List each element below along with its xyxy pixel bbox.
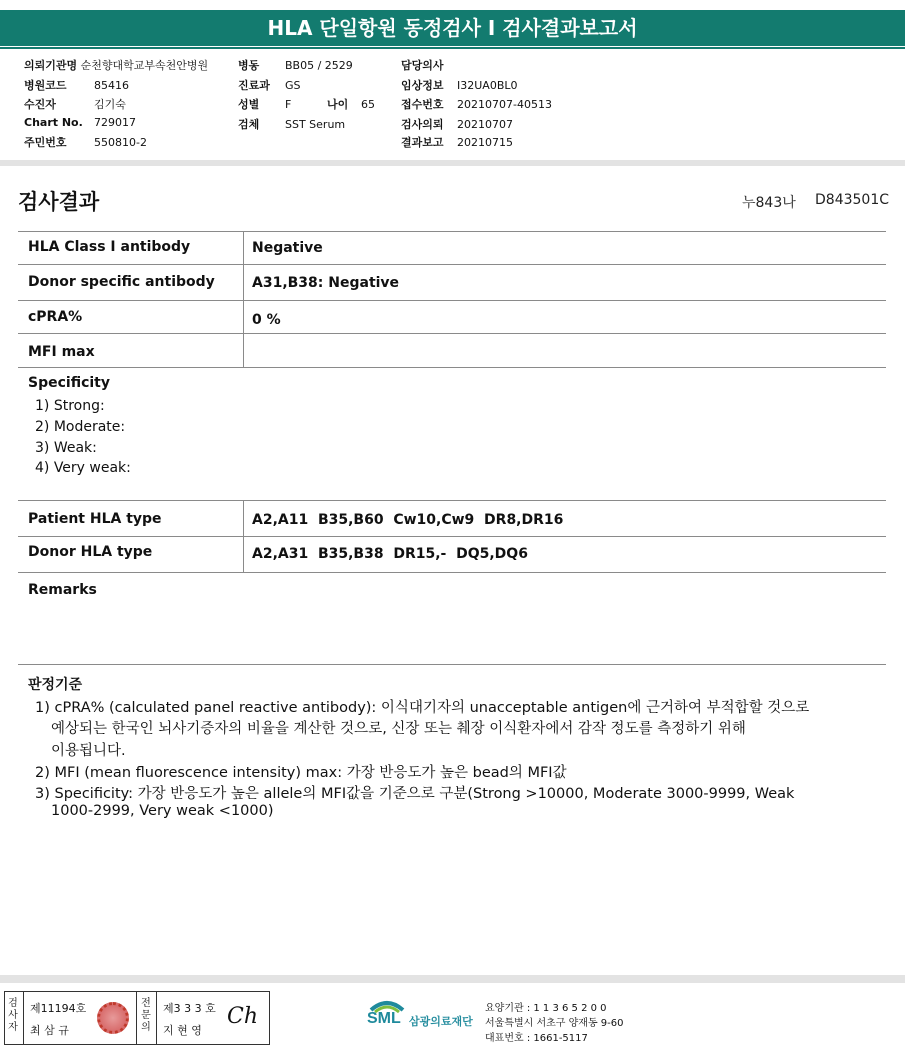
header-field-sex: 성별 F [238,98,292,111]
report-title: HLA 단일항원 동정검사 I 검사결과보고서 [0,10,905,46]
criteria-title: 판정기준 [28,677,83,693]
sml-logo [367,996,473,1042]
header-field-hospital-code: 병원코드 85416 [24,79,129,92]
table-line [18,264,886,265]
remarks-label: Remarks [28,582,97,598]
examiner-license: 제11194호 [30,1002,87,1015]
specificity-item: 3) Weak: [35,440,97,456]
examiner-vertical-label: 검 사 자 [8,998,18,1033]
table-column-divider [243,500,244,572]
signature: Ch [227,1004,259,1029]
criteria-line: 1000-2999, Very weak <1000) [51,803,274,819]
result-label-mfi-max: MFI max [28,344,95,360]
specificity-label: Specificity [28,375,110,391]
criteria-line: 3) Specificity: 가장 반응도가 높은 allele의 MFI값을 기준으로 구분(Strong >10000, Moderate 3000-9999, Weak [35,786,795,802]
header-field-patient: 수진자 김기숙 [24,98,126,111]
signbox-divider [136,992,137,1044]
result-label-dsa: Donor specific antibody [28,274,215,290]
signature-box [4,991,270,1045]
criteria-line: 2) MFI (mean fluorescence intensity) max: 가장 반응도가 높은 bead의 MFI값 [35,765,567,781]
result-value-dsa: A31,B38: Negative [252,275,400,291]
code-1: 누843나 [742,195,796,211]
examiner-name: 최 삼 규 [30,1024,69,1037]
title-divider [0,47,905,49]
header-field-requester: 의뢰기관명 순천향대학교부속천안병원 [24,59,209,72]
header-divider [0,160,905,166]
code-2: D843501C [815,192,889,208]
table-line [18,536,886,537]
specificity-item: 1) Strong: [35,398,105,414]
org-info-line: 서울특별시 서초구 양재동 9-60 [485,1018,624,1029]
footer-divider [0,975,905,983]
header-field-chart-no: Chart No. 729017 [24,116,136,129]
header-field-receipt-no: 접수번호 20210707-40513 [401,98,552,111]
table-line [18,300,886,301]
header-field-request-date: 검사의뢰 20210707 [401,118,513,131]
table-column-divider [243,231,244,367]
header-field-age: 나이 65 [327,98,375,111]
specialist-vertical-label: 전 문 의 [141,998,151,1033]
table-line [18,572,886,573]
table-line [18,367,886,368]
specificity-item: 4) Very weak: [35,460,131,476]
specialist-license: 제3 3 3 호 [163,1002,216,1015]
criteria-line: 이용됩니다. [51,743,126,759]
criteria-line: 예상되는 한국인 뇌사기증자의 비율을 계산한 것으로, 신장 또는 췌장 이식환자에서 감작 정도를 측정하기 위해 [51,721,746,737]
section-title: 검사결과 [18,190,100,214]
patient-hla-label: Patient HLA type [28,511,162,527]
header-field-doctor: 담당의사 [401,59,444,72]
org-info-line: 대표번호 : 1661-5117 [485,1033,588,1044]
org-name: 삼광의료재단 [409,1015,473,1028]
result-value-hla-class-i: Negative [252,240,323,256]
donor-hla-value: A2,A31 B35,B38 DR15,- DQ5,DQ6 [252,546,528,562]
logo-text: SML [367,1010,401,1027]
result-label-cpra: cPRA% [28,309,83,325]
header-field-report-date: 결과보고 20210715 [401,136,513,149]
table-line [18,500,886,501]
org-info-line: 요양기관 : 1 1 3 6 5 2 0 0 [485,1003,607,1014]
criteria-line: 1) cPRA% (calculated panel reactive antibody): 이식대기자의 unacceptable antigen에 근거하여 부적합할 것으로 [35,700,810,716]
table-line [18,333,886,334]
header-field-resident-no: 주민번호 550810-2 [24,136,147,149]
table-line [18,664,886,665]
header-field-specimen: 검체 SST Serum [238,118,346,131]
result-value-cpra: 0 % [252,312,281,328]
header-field-clinical-info: 임상정보 I32UA0BL0 [401,79,518,92]
result-label-hla-class-i: HLA Class I antibody [28,239,191,255]
table-line [18,231,886,232]
donor-hla-label: Donor HLA type [28,544,153,560]
signbox-divider [156,992,157,1044]
seal-stamp [97,1002,129,1034]
signbox-divider [23,992,24,1044]
header-field-department: 진료과 GS [238,79,301,92]
patient-hla-value: A2,A11 B35,B60 Cw10,Cw9 DR8,DR16 [252,512,564,528]
specificity-item: 2) Moderate: [35,419,126,435]
specialist-name: 지 현 영 [163,1024,202,1037]
header-field-ward: 병동 BB05 / 2529 [238,59,353,72]
